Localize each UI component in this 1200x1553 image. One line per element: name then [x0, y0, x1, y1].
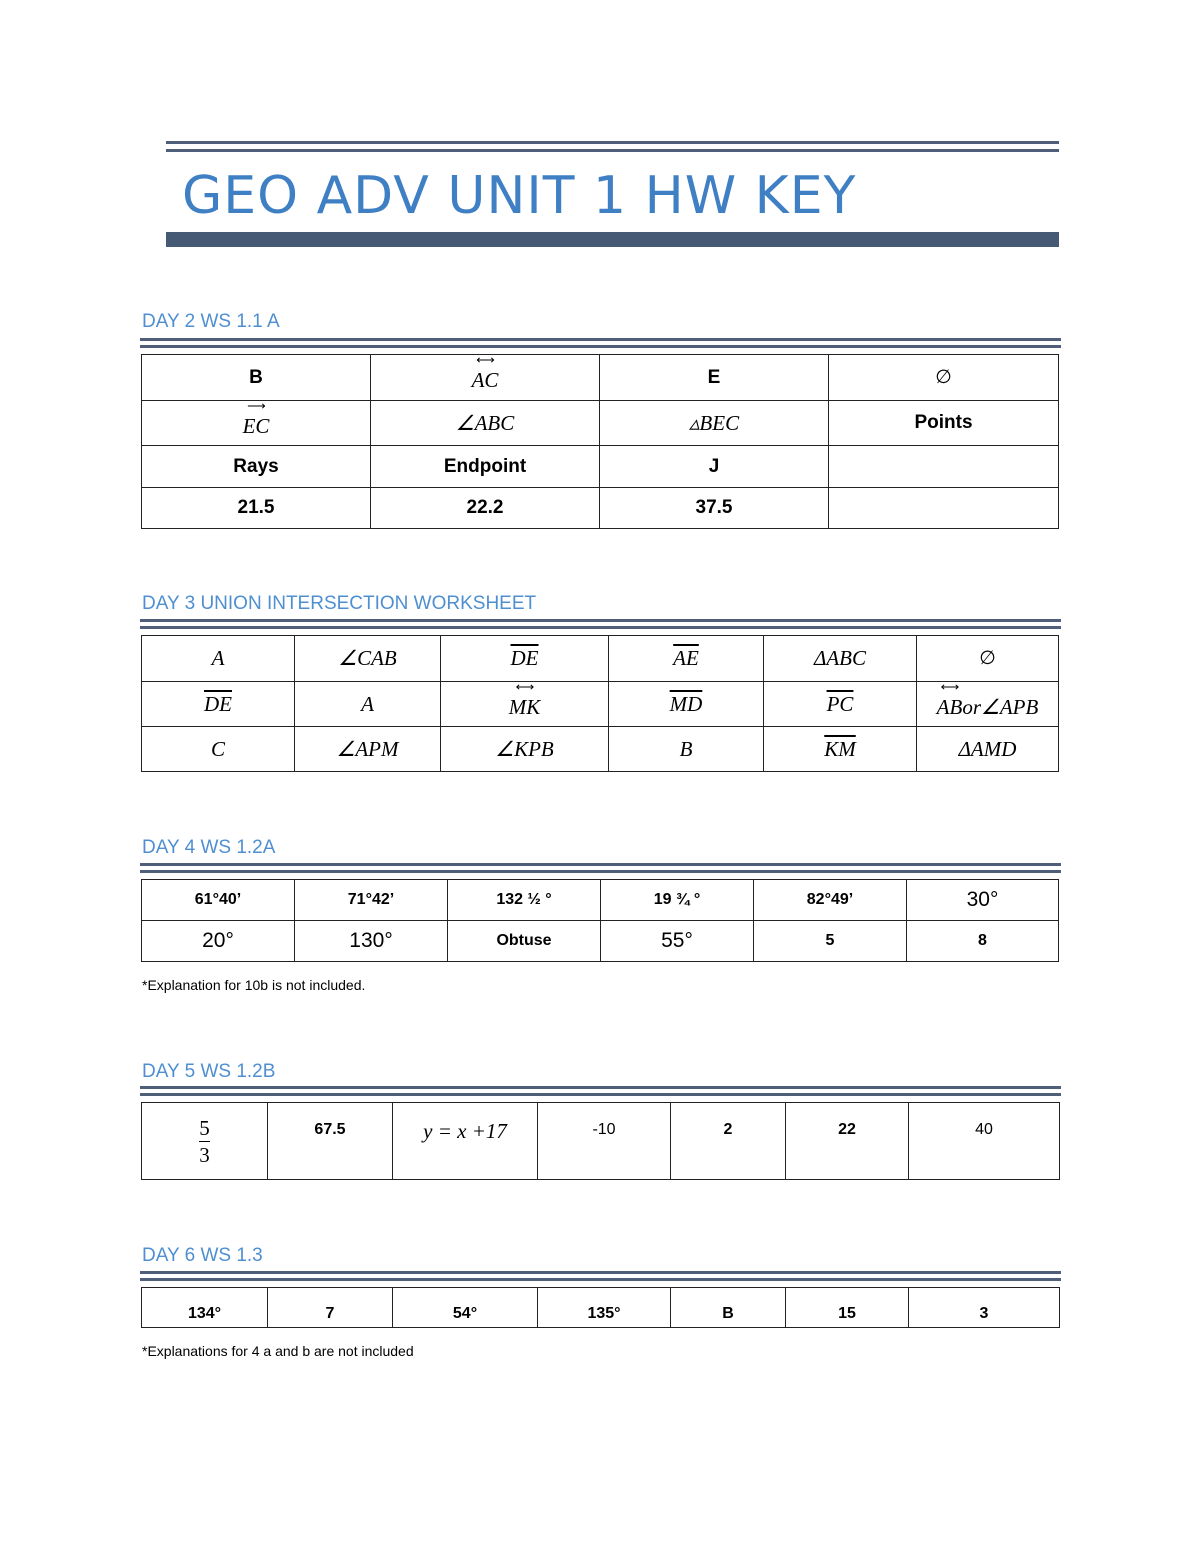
section-heading-day2: DAY 2 WS 1.1 A [142, 311, 280, 332]
title-rule [166, 149, 1059, 152]
table-cell: 55° [601, 921, 754, 962]
section-rule [140, 1278, 1061, 1281]
day2-table [141, 354, 1059, 529]
table-cell: Rays [142, 446, 371, 488]
table-cell: 5 [754, 921, 907, 962]
table-cell: ∠KPB [441, 727, 609, 772]
section-heading-day3: DAY 3 UNION INTERSECTION WORKSHEET [142, 593, 537, 614]
table-cell: ⟷ ABor∠APB [917, 682, 1059, 727]
section-heading-day6: DAY 6 WS 1.3 [142, 1245, 263, 1266]
table-cell: Obtuse [448, 921, 601, 962]
table-cell: 40 [909, 1103, 1060, 1180]
table-cell [142, 682, 295, 727]
table-cell: Endpoint [371, 446, 600, 488]
table-cell: A [142, 636, 295, 682]
segment-label: $\overline{PC}$ [826, 691, 854, 716]
table-cell: 3 [909, 1288, 1060, 1328]
table-cell [829, 446, 1059, 488]
section-rule [140, 626, 1061, 629]
table-cell: 20° [142, 921, 295, 962]
line-arrow-icon: ⟷ [940, 678, 959, 694]
table-cell [764, 682, 917, 727]
table-cell: ∅ [829, 355, 1059, 401]
table-cell: ∠CAB [295, 636, 441, 682]
table-cell [609, 636, 764, 682]
day5-table [141, 1102, 1060, 1180]
table-cell: 67.5 [268, 1103, 393, 1180]
table-cell: 82°49’ [754, 880, 907, 921]
page-title: GEO ADV UNIT 1 HW KEY [182, 166, 857, 226]
footnote: *Explanations for 4 a and b are not included [142, 1343, 414, 1359]
section-rule [140, 870, 1061, 873]
segment-label: $\overline{KM}$ [824, 736, 856, 761]
table-cell: y = x +17 [393, 1103, 538, 1180]
day6-table [141, 1287, 1060, 1328]
line-arrow-icon: ⟷ [515, 678, 534, 694]
table-cell: 19 ¾ ° [601, 880, 754, 921]
segment-label: $\overline{MD}$ [669, 691, 703, 716]
section-rule [140, 863, 1061, 866]
title-bar [166, 232, 1059, 247]
segment-label: $\overline{AE}$ [673, 646, 699, 670]
table-cell: Points [829, 401, 1059, 446]
table-cell: 61°40’ [142, 880, 295, 921]
section-rule [140, 1086, 1061, 1089]
table-cell: 2 [671, 1103, 786, 1180]
table-cell: ⟷ AC [371, 355, 600, 401]
segment-label: $\overline{DE}$ [510, 646, 539, 670]
table-cell [609, 682, 764, 727]
table-cell: ∠APM [295, 727, 441, 772]
table-cell: 37.5 [600, 488, 829, 529]
section-rule [140, 345, 1061, 348]
title-rule [166, 141, 1059, 144]
table-cell: 7 [268, 1288, 393, 1328]
table-cell: ΔAMD [917, 727, 1059, 772]
table-cell [829, 488, 1059, 529]
table-cell: ⟷ MK [441, 682, 609, 727]
table-cell: B [142, 355, 371, 401]
table-cell: 135° [538, 1288, 671, 1328]
section-heading-day4: DAY 4 WS 1.2A [142, 837, 276, 858]
footnote: *Explanation for 10b is not included. [142, 977, 366, 993]
table-cell: 22 [786, 1103, 909, 1180]
table-cell: 71°42’ [295, 880, 448, 921]
table-cell: 134° [142, 1288, 268, 1328]
table-cell [142, 1103, 268, 1180]
section-rule [140, 1271, 1061, 1274]
table-cell: E [600, 355, 829, 401]
section-rule [140, 1093, 1061, 1096]
table-cell: -10 [538, 1103, 671, 1180]
table-cell: J [600, 446, 829, 488]
table-cell: B [609, 727, 764, 772]
table-cell [764, 727, 917, 772]
table-cell: 132 ½ ° [448, 880, 601, 921]
line-arrow-icon: ⟷ [476, 352, 494, 367]
section-heading-day5: DAY 5 WS 1.2B [142, 1061, 276, 1082]
table-cell: 8 [907, 921, 1059, 962]
table-cell: ∅ [917, 636, 1059, 682]
table-cell: B [671, 1288, 786, 1328]
table-cell: 15 [786, 1288, 909, 1328]
table-cell: 54° [393, 1288, 538, 1328]
table-cell [441, 636, 609, 682]
table-cell: C [142, 727, 295, 772]
day4-table [141, 879, 1059, 962]
section-rule [140, 619, 1061, 622]
section-rule [140, 338, 1061, 341]
table-cell: ▵BEC [600, 401, 829, 446]
table-cell: 30° [907, 880, 1059, 921]
table-cell: 21.5 [142, 488, 371, 529]
segment-label: $\overline{DE}$ [204, 691, 232, 716]
table-cell: ∠ABC [371, 401, 600, 446]
table-cell: 22.2 [371, 488, 600, 529]
table-cell: ΔABC [764, 636, 917, 682]
ray-arrow-icon: ⟶ [247, 397, 265, 413]
table-cell: ⟶ EC [142, 401, 371, 446]
table-cell: A [295, 682, 441, 727]
fraction: $\frac{5}{3}$ [199, 1115, 210, 1167]
day3-table [141, 635, 1059, 772]
table-cell: 130° [295, 921, 448, 962]
